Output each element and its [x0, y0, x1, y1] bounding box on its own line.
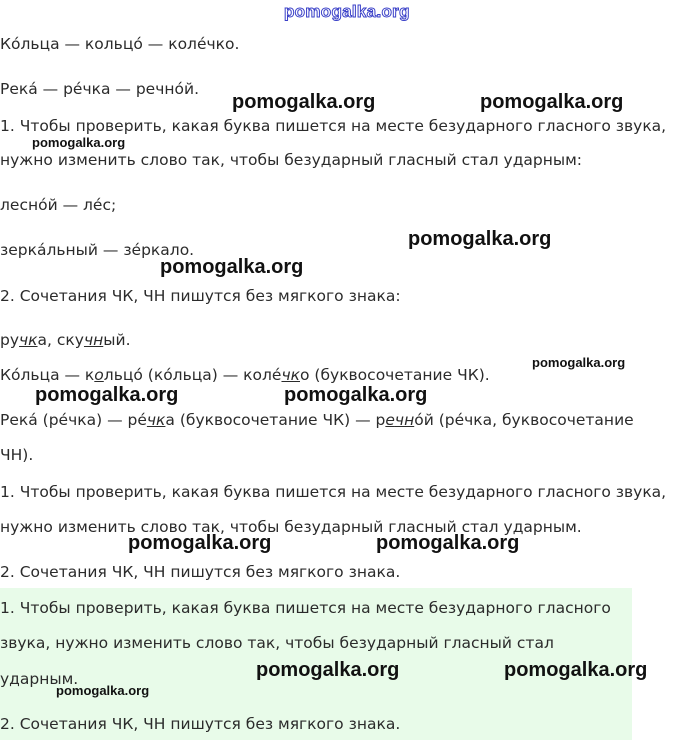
text-fragment: а, ску — [37, 331, 84, 349]
underlined-fragment: чк — [146, 411, 166, 429]
watermark: pomogalka.org — [35, 384, 179, 406]
text-line: 1. Чтобы проверить, какая буква пишется на месте безударного гласного звука, — [0, 483, 667, 501]
answer-line: 2. Сочетания ЧК, ЧН пишутся без мягкого знака. — [0, 715, 401, 733]
text-fragment: Ко́льца — к — [0, 366, 95, 384]
watermark: pomogalka.org — [504, 659, 648, 681]
text-line: нужно изменить слово так, чтобы безударный гласный стал ударным. — [0, 518, 582, 536]
text-fragment: ый. — [103, 331, 131, 349]
text-line: Ко́льца — кольцо́ — коле́чко. — [0, 35, 240, 53]
text-line: лесно́й — ле́с; — [0, 196, 117, 214]
example-line — [0, 410, 634, 430]
text-fragment: ру — [0, 331, 20, 349]
underlined-fragment: чн — [394, 411, 415, 429]
text-fragment: о (буквосочетание ЧК). — [300, 366, 490, 384]
text-fragment: а (буквосочетание ЧК) — р — [165, 411, 386, 429]
underlined-fragment: чк — [281, 366, 300, 384]
text-line: нужно изменить слово так, чтобы безударный гласный стал ударным: — [0, 151, 583, 169]
text-line: ЧН). — [0, 446, 34, 464]
watermark: pomogalka.org — [232, 91, 376, 113]
watermark: pomogalka.org — [160, 256, 304, 278]
answer-line: ударным. — [0, 670, 79, 688]
underlined-fragment: о — [94, 366, 104, 384]
underlined-fragment: е — [385, 411, 395, 429]
watermark: pomogalka.org — [480, 91, 624, 113]
example-line — [0, 365, 490, 385]
text-fragment: льцо́ (ко́льца) — коле́ — [103, 366, 282, 384]
underlined-fragment: чн — [83, 331, 104, 349]
answer-line: звука, нужно изменить слово так, чтобы безударный гласный стал — [0, 634, 554, 652]
watermark: pomogalka.org — [128, 532, 272, 554]
watermark: pomogalka.org — [56, 683, 150, 698]
text-line: 2. Сочетания ЧК, ЧН пишутся без мягкого знака. — [0, 563, 401, 581]
watermark: pomogalka.org — [532, 355, 626, 370]
watermark: pomogalka.org — [376, 532, 520, 554]
underlined-fragment: чк — [19, 331, 38, 349]
watermark: pomogalka.org — [408, 228, 552, 250]
text-fragment: Река́ (ре́чка) — ре́ — [0, 411, 147, 429]
watermark: pomogalka.org — [256, 659, 400, 681]
watermark: pomogalka.org — [284, 384, 428, 406]
example-line — [0, 330, 131, 350]
text-line: зерка́льный — зе́ркало. — [0, 241, 195, 259]
text-line: 2. Сочетания ЧК, ЧН пишутся без мягкого знака: — [0, 287, 401, 305]
watermark: pomogalka.org — [32, 135, 126, 150]
site-logo[interactable]: pomogalka.org — [284, 2, 410, 21]
text-fragment: о́й (ре́чка, буквосочетание — [414, 411, 634, 429]
text-line: Река́ — ре́чка — речно́й. — [0, 80, 199, 98]
answer-line: 1. Чтобы проверить, какая буква пишется на месте безударного гласного — [0, 599, 611, 617]
text-line: 1. Чтобы проверить, какая буква пишется на месте безударного гласного звука, — [0, 117, 667, 135]
